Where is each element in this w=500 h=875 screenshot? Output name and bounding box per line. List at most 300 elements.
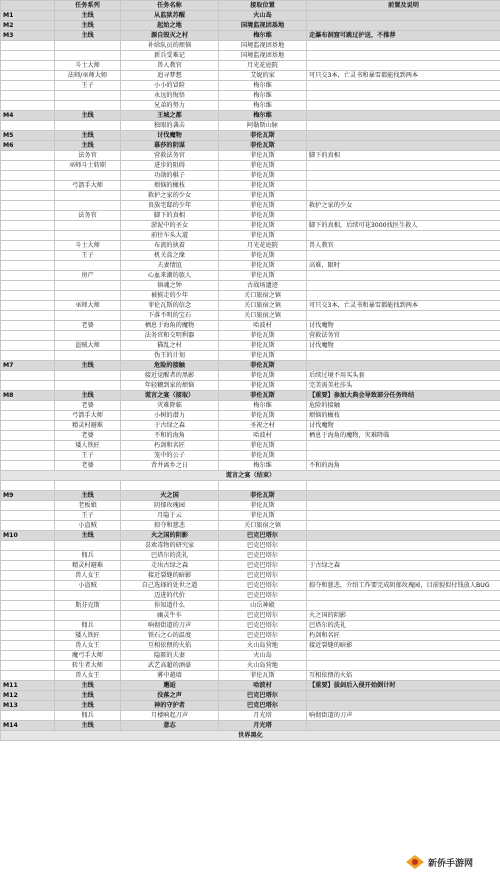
act-cell bbox=[1, 281, 55, 291]
location-cell: 菲伦瓦斯 bbox=[219, 671, 307, 681]
location-cell: 菲伦瓦斯 bbox=[219, 411, 307, 421]
act-cell bbox=[1, 561, 55, 571]
quest-row bbox=[1, 581, 500, 591]
location-cell: 巴克巴塔尔 bbox=[219, 591, 307, 601]
quest-name-cell: 布流的执着 bbox=[121, 241, 219, 251]
series-cell: 王子 bbox=[55, 251, 121, 261]
act-cell: M7 bbox=[1, 361, 55, 371]
quest-name-cell: 意志 bbox=[121, 721, 219, 731]
quest-row bbox=[1, 161, 500, 171]
series-cell: 斗士大师 bbox=[55, 61, 121, 71]
act-cell bbox=[1, 621, 55, 631]
quest-row bbox=[1, 451, 500, 461]
series-cell bbox=[55, 91, 121, 101]
series-cell: 兽人女王 bbox=[55, 571, 121, 581]
quest-name-cell: 背井离乡之日 bbox=[121, 461, 219, 471]
quest-row bbox=[1, 371, 500, 381]
quest-row bbox=[1, 591, 500, 601]
main-quest-row bbox=[1, 111, 500, 121]
quest-name-cell: 你知道什么 bbox=[121, 601, 219, 611]
series-cell: 精灵村避难 bbox=[55, 421, 121, 431]
location-cell: 巴克巴塔尔 bbox=[219, 581, 307, 591]
series-cell: 矮人铁匠 bbox=[55, 631, 121, 641]
act-cell bbox=[1, 231, 55, 241]
series-cell: 魔弓手大师 bbox=[55, 651, 121, 661]
series-cell: 法师/巫师大师 bbox=[55, 71, 121, 81]
series-cell bbox=[55, 201, 121, 211]
act-cell bbox=[1, 441, 55, 451]
note-cell: 不和的海角 bbox=[307, 461, 500, 471]
series-cell bbox=[55, 611, 121, 621]
act-cell bbox=[1, 191, 55, 201]
watermark-logo-icon bbox=[404, 853, 426, 871]
series-cell bbox=[55, 331, 121, 341]
location-cell: 菲伦瓦斯 bbox=[219, 151, 307, 161]
quest-name-cell: 机关盒之缘 bbox=[121, 251, 219, 261]
location-cell: 关口旅宿之镇 bbox=[219, 291, 307, 301]
series-cell bbox=[55, 51, 121, 61]
quest-row bbox=[1, 571, 500, 581]
series-cell bbox=[55, 311, 121, 321]
quest-name-cell: 火之国的阴影 bbox=[121, 531, 219, 541]
note-cell bbox=[307, 191, 500, 201]
quest-row bbox=[1, 251, 500, 261]
watermark-text: 新侨手游网 bbox=[428, 858, 474, 869]
quest-row bbox=[1, 411, 500, 421]
location-cell: 菲伦瓦斯 bbox=[219, 161, 307, 171]
note-cell bbox=[307, 271, 500, 281]
location-cell: 菲伦瓦斯 bbox=[219, 501, 307, 511]
quest-row bbox=[1, 261, 500, 271]
quest-row bbox=[1, 461, 500, 471]
series-cell: 法务官 bbox=[55, 151, 121, 161]
main-quest-row bbox=[1, 691, 500, 701]
note-cell: 掠夺和慈悲，介绍工作要完成阴郁玫瑰园，目前貌似付钱放人BUG bbox=[307, 581, 500, 591]
series-cell: 主线 bbox=[55, 141, 121, 151]
act-cell bbox=[1, 51, 55, 61]
act-cell: M9 bbox=[1, 491, 55, 501]
series-cell: 法务官 bbox=[55, 211, 121, 221]
quest-name-cell: 隐匿的夫妻 bbox=[121, 651, 219, 661]
act-cell bbox=[1, 421, 55, 431]
location-cell: 月光花庭院 bbox=[219, 241, 307, 251]
quest-name-cell: 功勋的棋子 bbox=[121, 171, 219, 181]
act-cell bbox=[1, 641, 55, 651]
series-cell: 主线 bbox=[55, 31, 121, 41]
note-cell bbox=[307, 451, 500, 461]
act-cell bbox=[1, 541, 55, 551]
quest-name-cell: 前往车头大道 bbox=[121, 231, 219, 241]
series-cell: 主线 bbox=[55, 681, 121, 691]
note-cell bbox=[307, 121, 500, 131]
header-row bbox=[1, 1, 500, 11]
act-cell bbox=[1, 591, 55, 601]
quest-name-cell: 慕莎的阴谋 bbox=[121, 141, 219, 151]
note-cell bbox=[307, 361, 500, 371]
note-cell bbox=[307, 141, 500, 151]
quest-name-cell: 菲伦瓦斯的信念 bbox=[121, 301, 219, 311]
note-cell bbox=[307, 351, 500, 361]
quest-name-cell: 新兵受难记 bbox=[121, 51, 219, 61]
quest-row bbox=[1, 401, 500, 411]
quest-name-cell: 夫妻情谊 bbox=[121, 261, 219, 271]
act-cell bbox=[1, 351, 55, 361]
quest-row bbox=[1, 121, 500, 131]
quest-row bbox=[1, 671, 500, 681]
act-cell bbox=[1, 101, 55, 111]
location-cell: 巴克巴塔尔 bbox=[219, 551, 307, 561]
act-cell bbox=[1, 481, 55, 491]
section-banner-row bbox=[1, 731, 500, 741]
series-cell: 精灵村避难 bbox=[55, 561, 121, 571]
note-cell: 栖息于海角的魔物，灾难降临 bbox=[307, 431, 500, 441]
note-cell: 后续过境不用买头套 bbox=[307, 371, 500, 381]
series-cell: 佣兵 bbox=[55, 551, 121, 561]
series-cell: 小盗贼 bbox=[55, 581, 121, 591]
note-cell bbox=[307, 11, 500, 21]
location-cell: 菲伦瓦斯 bbox=[219, 171, 307, 181]
series-cell: 主线 bbox=[55, 531, 121, 541]
location-cell: 菲伦瓦斯 bbox=[219, 361, 307, 371]
location-cell: 梅尔维 bbox=[219, 81, 307, 91]
quest-name-cell: 笼中的公子 bbox=[121, 451, 219, 461]
note-cell: 救护之家的少女 bbox=[307, 201, 500, 211]
quest-row bbox=[1, 641, 500, 651]
quest-row bbox=[1, 281, 500, 291]
quest-row bbox=[1, 621, 500, 631]
series-cell: 主线 bbox=[55, 21, 121, 31]
note-cell: 高难，限时 bbox=[307, 261, 500, 271]
act-cell bbox=[1, 431, 55, 441]
quest-name-cell: 伪王的计划 bbox=[121, 351, 219, 361]
quest-row bbox=[1, 51, 500, 61]
quest-name-cell: 走出古绿之森 bbox=[121, 561, 219, 571]
header-series: 任务系列 bbox=[55, 1, 121, 11]
quest-name-cell: 不和的海角 bbox=[121, 431, 219, 441]
note-cell: 朽剑和名匠 bbox=[307, 631, 500, 641]
section-banner: 世界黑化 bbox=[1, 731, 500, 741]
quest-row bbox=[1, 551, 500, 561]
note-cell bbox=[307, 81, 500, 91]
act-cell: M1 bbox=[1, 11, 55, 21]
act-cell bbox=[1, 581, 55, 591]
series-cell: 斯芬克斯 bbox=[55, 601, 121, 611]
series-cell bbox=[55, 101, 121, 111]
quest-row bbox=[1, 301, 500, 311]
act-cell bbox=[1, 71, 55, 81]
note-cell: 巴塔尔的洗礼 bbox=[307, 621, 500, 631]
act-cell bbox=[1, 711, 55, 721]
location-cell: 菲伦瓦斯 bbox=[219, 251, 307, 261]
act-cell bbox=[1, 371, 55, 381]
main-quest-row bbox=[1, 491, 500, 501]
header-notes: 前置及说明 bbox=[307, 1, 500, 11]
location-cell: 菲伦瓦斯 bbox=[219, 511, 307, 521]
location-cell: 关口旅宿之镇 bbox=[219, 521, 307, 531]
quest-name-cell: 永远的悔悟 bbox=[121, 91, 219, 101]
act-cell bbox=[1, 241, 55, 251]
quest-name-cell: 补给队员的烦恼 bbox=[121, 41, 219, 51]
quest-name-cell: 自己选择的处世之道 bbox=[121, 581, 219, 591]
quest-row bbox=[1, 241, 500, 251]
quest-name-cell: 脚下的真相 bbox=[121, 211, 219, 221]
series-cell: 佣兵 bbox=[55, 621, 121, 631]
quest-row bbox=[1, 421, 500, 431]
series-cell: 王子 bbox=[55, 511, 121, 521]
act-cell bbox=[1, 651, 55, 661]
quest-name-cell: 烦恼的橄枝 bbox=[121, 181, 219, 191]
note-cell bbox=[307, 161, 500, 171]
note-cell bbox=[307, 181, 500, 191]
quest-name-cell: 营救法务官 bbox=[121, 151, 219, 161]
quest-row bbox=[1, 311, 500, 321]
series-cell bbox=[55, 591, 121, 601]
note-cell bbox=[307, 511, 500, 521]
note-cell bbox=[307, 541, 500, 551]
location-cell: 巴克巴塔尔 bbox=[219, 621, 307, 631]
note-cell: 【重要】参加大典会导致部分任务终结 bbox=[307, 391, 500, 401]
quest-name-cell: 贵族宅邸的少年 bbox=[121, 201, 219, 211]
main-quest-row bbox=[1, 31, 500, 41]
quest-name-cell: 喜欢毒物的研究家 bbox=[121, 541, 219, 551]
note-cell: 危险的接触 bbox=[307, 401, 500, 411]
note-cell bbox=[307, 91, 500, 101]
note-cell bbox=[307, 441, 500, 451]
series-cell: 斗士大师 bbox=[55, 241, 121, 251]
location-cell: 菲伦瓦斯 bbox=[219, 451, 307, 461]
quest-name-cell: 互相依偎的火焰 bbox=[121, 641, 219, 651]
watermark bbox=[404, 851, 496, 873]
quest-name-cell: 接近裂缝的暗影 bbox=[121, 571, 219, 581]
quest-table-body bbox=[1, 11, 500, 741]
location-cell: 国境监视团基地 bbox=[219, 21, 307, 31]
act-cell bbox=[1, 81, 55, 91]
series-cell bbox=[55, 261, 121, 271]
act-cell bbox=[1, 451, 55, 461]
act-cell bbox=[1, 511, 55, 521]
act-cell bbox=[1, 341, 55, 351]
quest-name-cell: 雾中越墙 bbox=[121, 671, 219, 681]
note-cell bbox=[307, 171, 500, 181]
quest-row bbox=[1, 651, 500, 661]
quest-row bbox=[1, 171, 500, 181]
note-cell bbox=[307, 591, 500, 601]
series-cell: 兽人女王 bbox=[55, 641, 121, 651]
quest-name-cell: 阴郁玫瑰园 bbox=[121, 501, 219, 511]
note-cell bbox=[307, 41, 500, 51]
act-cell: M14 bbox=[1, 721, 55, 731]
series-cell bbox=[55, 541, 121, 551]
series-cell: 主线 bbox=[55, 391, 121, 401]
note-cell: 走瀑布洞窟可跳过护送，不推荐 bbox=[307, 31, 500, 41]
act-cell bbox=[1, 611, 55, 621]
location-cell: 菲伦瓦斯 bbox=[219, 231, 307, 241]
quest-row bbox=[1, 601, 500, 611]
note-cell bbox=[307, 231, 500, 241]
note-cell bbox=[307, 131, 500, 141]
quest-name-cell: 响彻街道的刀声 bbox=[121, 621, 219, 631]
note-cell bbox=[307, 551, 500, 561]
act-cell bbox=[1, 271, 55, 281]
series-cell bbox=[55, 481, 121, 491]
series-cell: 王子 bbox=[55, 451, 121, 461]
location-cell: 菲伦瓦斯 bbox=[219, 371, 307, 381]
series-cell: 主线 bbox=[55, 701, 121, 711]
note-cell: 完美需美杜莎头 bbox=[307, 381, 500, 391]
series-cell: 主线 bbox=[55, 111, 121, 121]
series-cell: 转生者大师 bbox=[55, 661, 121, 671]
quest-name-cell: 淤泥中的圣女 bbox=[121, 221, 219, 231]
location-cell: 菲伦瓦斯 bbox=[219, 221, 307, 231]
location-cell: 巴克巴塔尔 bbox=[219, 571, 307, 581]
act-cell: M3 bbox=[1, 31, 55, 41]
quest-name-cell: 兄弟的努力 bbox=[121, 101, 219, 111]
quest-row bbox=[1, 41, 500, 51]
quest-row bbox=[1, 321, 500, 331]
quest-name-cell: 朽剑和名匠 bbox=[121, 441, 219, 451]
quest-name-cell: 危险的接触 bbox=[121, 361, 219, 371]
series-cell: 老婆 bbox=[55, 321, 121, 331]
act-cell bbox=[1, 221, 55, 231]
quest-name-cell: 猫乱之村 bbox=[121, 341, 219, 351]
series-cell: 主线 bbox=[55, 491, 121, 501]
series-cell: 佣兵 bbox=[55, 711, 121, 721]
series-cell bbox=[55, 191, 121, 201]
quest-name-cell: 栖息于海角的魔物 bbox=[121, 321, 219, 331]
header-quest-name: 任务名称 bbox=[121, 1, 219, 11]
location-cell: 月光塔 bbox=[219, 711, 307, 721]
quest-name-cell: 起始之地 bbox=[121, 21, 219, 31]
location-cell: 火山岛营地 bbox=[219, 661, 307, 671]
series-cell: 老板娘 bbox=[55, 501, 121, 511]
act-cell: M12 bbox=[1, 691, 55, 701]
location-cell: 巴克巴塔尔 bbox=[219, 541, 307, 551]
note-cell bbox=[307, 21, 500, 31]
location-cell: 艾妮的家 bbox=[219, 71, 307, 81]
series-cell bbox=[55, 121, 121, 131]
location-cell: 古战场遗迹 bbox=[219, 281, 307, 291]
quest-name-cell: 火之国 bbox=[121, 491, 219, 501]
location-cell: 哈波村 bbox=[219, 431, 307, 441]
quest-name-cell: 掠夺和慈悲 bbox=[121, 521, 219, 531]
quest-row bbox=[1, 151, 500, 161]
quest-name-cell: 下落不明的宝石 bbox=[121, 311, 219, 321]
note-cell bbox=[307, 251, 500, 261]
quest-row bbox=[1, 61, 500, 71]
note-cell: 烦恼的橄枝 bbox=[307, 411, 500, 421]
quest-name-cell: 源自毁灭之村 bbox=[121, 31, 219, 41]
quest-name-cell: 接近觉醒者的黑影 bbox=[121, 371, 219, 381]
act-cell bbox=[1, 61, 55, 71]
location-cell: 梅尔维 bbox=[219, 101, 307, 111]
note-cell bbox=[307, 701, 500, 711]
quest-row bbox=[1, 331, 500, 341]
quest-row bbox=[1, 101, 500, 111]
quest-row bbox=[1, 511, 500, 521]
location-cell: 菲伦瓦斯 bbox=[219, 141, 307, 151]
note-cell: 响彻街道的刀声 bbox=[307, 711, 500, 721]
note-cell bbox=[307, 101, 500, 111]
location-cell: 菲伦瓦斯 bbox=[219, 191, 307, 201]
note-cell bbox=[307, 531, 500, 541]
note-cell: 可只交3本，亡灵书和暴雪都能找到两本 bbox=[307, 301, 500, 311]
act-cell bbox=[1, 151, 55, 161]
location-cell: 梅尔维 bbox=[219, 91, 307, 101]
note-cell: 兽人教官 bbox=[307, 241, 500, 251]
location-cell: 菲伦瓦斯 bbox=[219, 181, 307, 191]
act-cell bbox=[1, 161, 55, 171]
location-cell: 菲伦瓦斯 bbox=[219, 391, 307, 401]
location-cell: 菲伦瓦斯 bbox=[219, 131, 307, 141]
series-cell: 巫师斗士转职 bbox=[55, 161, 121, 171]
quest-row bbox=[1, 341, 500, 351]
location-cell: 巴克巴塔尔 bbox=[219, 531, 307, 541]
quest-row bbox=[1, 291, 500, 301]
header-location: 接取位置 bbox=[219, 1, 307, 11]
act-cell bbox=[1, 381, 55, 391]
quest-name-cell: 没落之声 bbox=[121, 691, 219, 701]
quest-row bbox=[1, 211, 500, 221]
location-cell: 巴克巴塔尔 bbox=[219, 561, 307, 571]
location-cell: 关口旅宿之镇 bbox=[219, 311, 307, 321]
quest-name-cell: 幽灵牛车 bbox=[121, 611, 219, 621]
quest-row bbox=[1, 271, 500, 281]
act-cell: M8 bbox=[1, 391, 55, 401]
series-cell: 主线 bbox=[55, 11, 121, 21]
note-cell: 讨伐魔物 bbox=[307, 421, 500, 431]
series-cell bbox=[55, 281, 121, 291]
quest-row bbox=[1, 501, 500, 511]
act-cell bbox=[1, 91, 55, 101]
series-cell: 弓箭手大师 bbox=[55, 411, 121, 421]
series-cell bbox=[55, 41, 121, 51]
location-cell: 哈波村 bbox=[219, 681, 307, 691]
quest-name-cell: 王城之都 bbox=[121, 111, 219, 121]
series-cell bbox=[55, 381, 121, 391]
quest-name-cell: 独眼的袭击 bbox=[121, 121, 219, 131]
quest-name-cell: 月隐于云 bbox=[121, 511, 219, 521]
act-cell bbox=[1, 671, 55, 681]
act-cell bbox=[1, 601, 55, 611]
main-quest-row bbox=[1, 681, 500, 691]
act-cell: M6 bbox=[1, 141, 55, 151]
quest-name-cell: 小树的潜力 bbox=[121, 411, 219, 421]
note-cell: 讨伐魔物 bbox=[307, 321, 500, 331]
series-cell: 矮人铁匠 bbox=[55, 441, 121, 451]
main-quest-row bbox=[1, 701, 500, 711]
location-cell: 梅尔维 bbox=[219, 461, 307, 471]
quest-row bbox=[1, 541, 500, 551]
act-cell bbox=[1, 121, 55, 131]
quest-row bbox=[1, 521, 500, 531]
location-cell: 菲伦瓦斯 bbox=[219, 381, 307, 391]
location-cell bbox=[219, 481, 307, 491]
series-cell bbox=[55, 291, 121, 301]
note-cell bbox=[307, 211, 500, 221]
act-cell: M11 bbox=[1, 681, 55, 691]
series-cell bbox=[55, 371, 121, 381]
location-cell: 梅尔维 bbox=[219, 111, 307, 121]
quest-name-cell: 神的守护者 bbox=[121, 701, 219, 711]
series-cell: 盗贼大师 bbox=[55, 341, 121, 351]
quest-row bbox=[1, 71, 500, 81]
act-cell bbox=[1, 251, 55, 261]
main-quest-row bbox=[1, 141, 500, 151]
note-cell: 于古绿之森 bbox=[307, 561, 500, 571]
quest-name-cell: 兽人教官 bbox=[121, 61, 219, 71]
quest-row bbox=[1, 181, 500, 191]
act-cell bbox=[1, 311, 55, 321]
